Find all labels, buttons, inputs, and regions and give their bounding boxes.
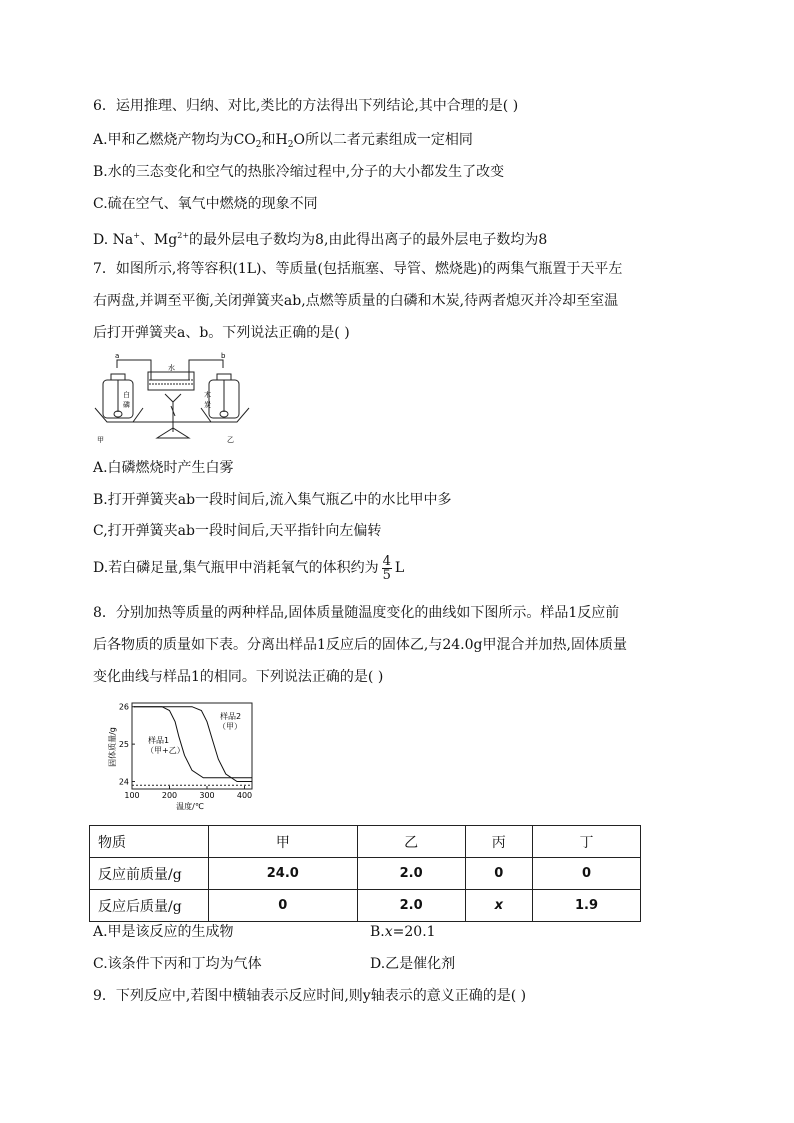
q6-option-d: D. Na+、$Mg^{2+}$的最外层电子数均为8,由此得出离子的最外层电子数均为8 bbox=[93, 231, 548, 248]
table-header-row bbox=[90, 826, 641, 858]
table-header-cell: 乙 bbox=[357, 826, 465, 858]
q9-stem: 9．下列反应中,若图中横轴表示反应时间,则y轴表示的意义正确的是( ) bbox=[93, 988, 527, 1004]
x-axis-label: 温度/℃ bbox=[176, 802, 204, 811]
table-cell: 24.0 bbox=[209, 858, 358, 890]
table-cell: 反应后质量/g bbox=[90, 890, 209, 922]
label-charcoal-1: 木 bbox=[204, 391, 211, 399]
table-cell: 反应前质量/g bbox=[90, 858, 209, 890]
q6-stem: 6．运用推理、归纳、对比,类比的方法得出下列结论,其中合理的是( ) bbox=[93, 98, 519, 114]
label-white-phosphorus-1: 白 bbox=[123, 391, 130, 399]
q8-option-b: B.x=20.1 bbox=[370, 924, 436, 940]
series-label-1: 样品1 bbox=[148, 736, 170, 745]
x-tick-label: 100 bbox=[124, 791, 140, 800]
table-header-cell: 物质 bbox=[90, 826, 209, 858]
table-cell: 1.9 bbox=[532, 890, 640, 922]
q7-option-c: C,打开弹簧夹ab一段时间后,天平指针向左偏转 bbox=[93, 523, 382, 539]
q8-option-c: C.该条件下丙和丁均为气体 bbox=[93, 956, 262, 972]
y-axis-label: 固体质量/g bbox=[108, 727, 117, 767]
table-cell: 2.0 bbox=[357, 890, 465, 922]
series-label-2: 样品2 bbox=[220, 712, 242, 721]
q8-option-d: D.乙是催化剂 bbox=[370, 956, 456, 972]
label-charcoal-2: 炭 bbox=[204, 401, 211, 409]
y-tick-label: 26 bbox=[118, 702, 129, 712]
label-yi: 乙 bbox=[227, 436, 234, 444]
series-sublabel-2: （甲） bbox=[218, 722, 242, 731]
table-cell: 0 bbox=[532, 858, 640, 890]
q7-option-a: A.白磷燃烧时产生白雾 bbox=[93, 460, 234, 476]
q6-option-b: B.水的三态变化和空气的热胀冷缩过程中,分子的大小都发生了改变 bbox=[93, 164, 505, 180]
q7-stem-line2: 右两盘,并调至平衡,关闭弹簧夹ab,点燃等质量的白磷和木炭,待两者熄灭并冷却至室温 bbox=[93, 293, 619, 309]
fraction-four-fifths: $\frac{4}{5}$ bbox=[382, 553, 391, 583]
label-water: 水 bbox=[168, 364, 175, 372]
table-row bbox=[90, 858, 641, 890]
label-b: b bbox=[221, 352, 226, 360]
q7-stem-line1: 7．如图所示,将等容积(1L)、等质量(包括瓶塞、导管、燃烧匙)的两集气瓶置于天平左 bbox=[93, 261, 623, 277]
q8-stem-line2: 后各物质的质量如下表。分离出样品1反应后的固体乙,与24.0g甲混合并加热,固体质量 bbox=[93, 637, 627, 653]
mass-vs-temperature-chart bbox=[98, 697, 258, 812]
table-header-cell: 丁 bbox=[532, 826, 640, 858]
q8-stem-line1: 8．分别加热等质量的两种样品,固体质量随温度变化的曲线如下图所示。样品1反应前 bbox=[93, 605, 620, 621]
label-white-phosphorus-2: 磷 bbox=[123, 401, 130, 409]
label-jia: 甲 bbox=[97, 436, 104, 444]
balance-apparatus-figure bbox=[93, 350, 263, 445]
q6-option-c: C.硫在空气、氧气中燃烧的现象不同 bbox=[93, 196, 318, 212]
q6-option-a: A.甲和乙燃烧产物均为$CO_2$和$H_2O$所以二者元素组成一定相同 bbox=[93, 132, 473, 150]
q7-stem-line3: 后打开弹簧夹a、b。下列说法正确的是( ) bbox=[93, 325, 350, 341]
q8-option-a: A.甲是该反应的生成物 bbox=[93, 924, 234, 940]
q7-option-d: D.若白磷足量,集气瓶甲中消耗氧气的体积约为 $\frac{4}{5}$ L bbox=[93, 553, 405, 583]
mass-table bbox=[89, 825, 641, 922]
label-a: a bbox=[115, 352, 120, 360]
table-row bbox=[90, 890, 641, 922]
x-tick-label: 200 bbox=[161, 791, 178, 800]
table-header-cell: 丙 bbox=[465, 826, 532, 858]
table-cell: x bbox=[465, 890, 532, 922]
series-sublabel-1: （甲+乙） bbox=[146, 746, 185, 755]
x-tick-label: 300 bbox=[199, 791, 215, 800]
table-header-cell: 甲 bbox=[209, 826, 358, 858]
q7-option-b: B.打开弹簧夹ab一段时间后,流入集气瓶乙中的水比甲中多 bbox=[93, 492, 452, 508]
y-tick-label: 24 bbox=[118, 777, 129, 787]
table-cell: 0 bbox=[465, 858, 532, 890]
table-cell: 2.0 bbox=[357, 858, 465, 890]
q8-stem-line3: 变化曲线与样品1的相同。下列说法正确的是( ) bbox=[93, 669, 384, 685]
table-cell: 0 bbox=[209, 890, 358, 922]
x-tick-label: 400 bbox=[236, 791, 253, 800]
y-tick-label: 25 bbox=[118, 740, 129, 750]
